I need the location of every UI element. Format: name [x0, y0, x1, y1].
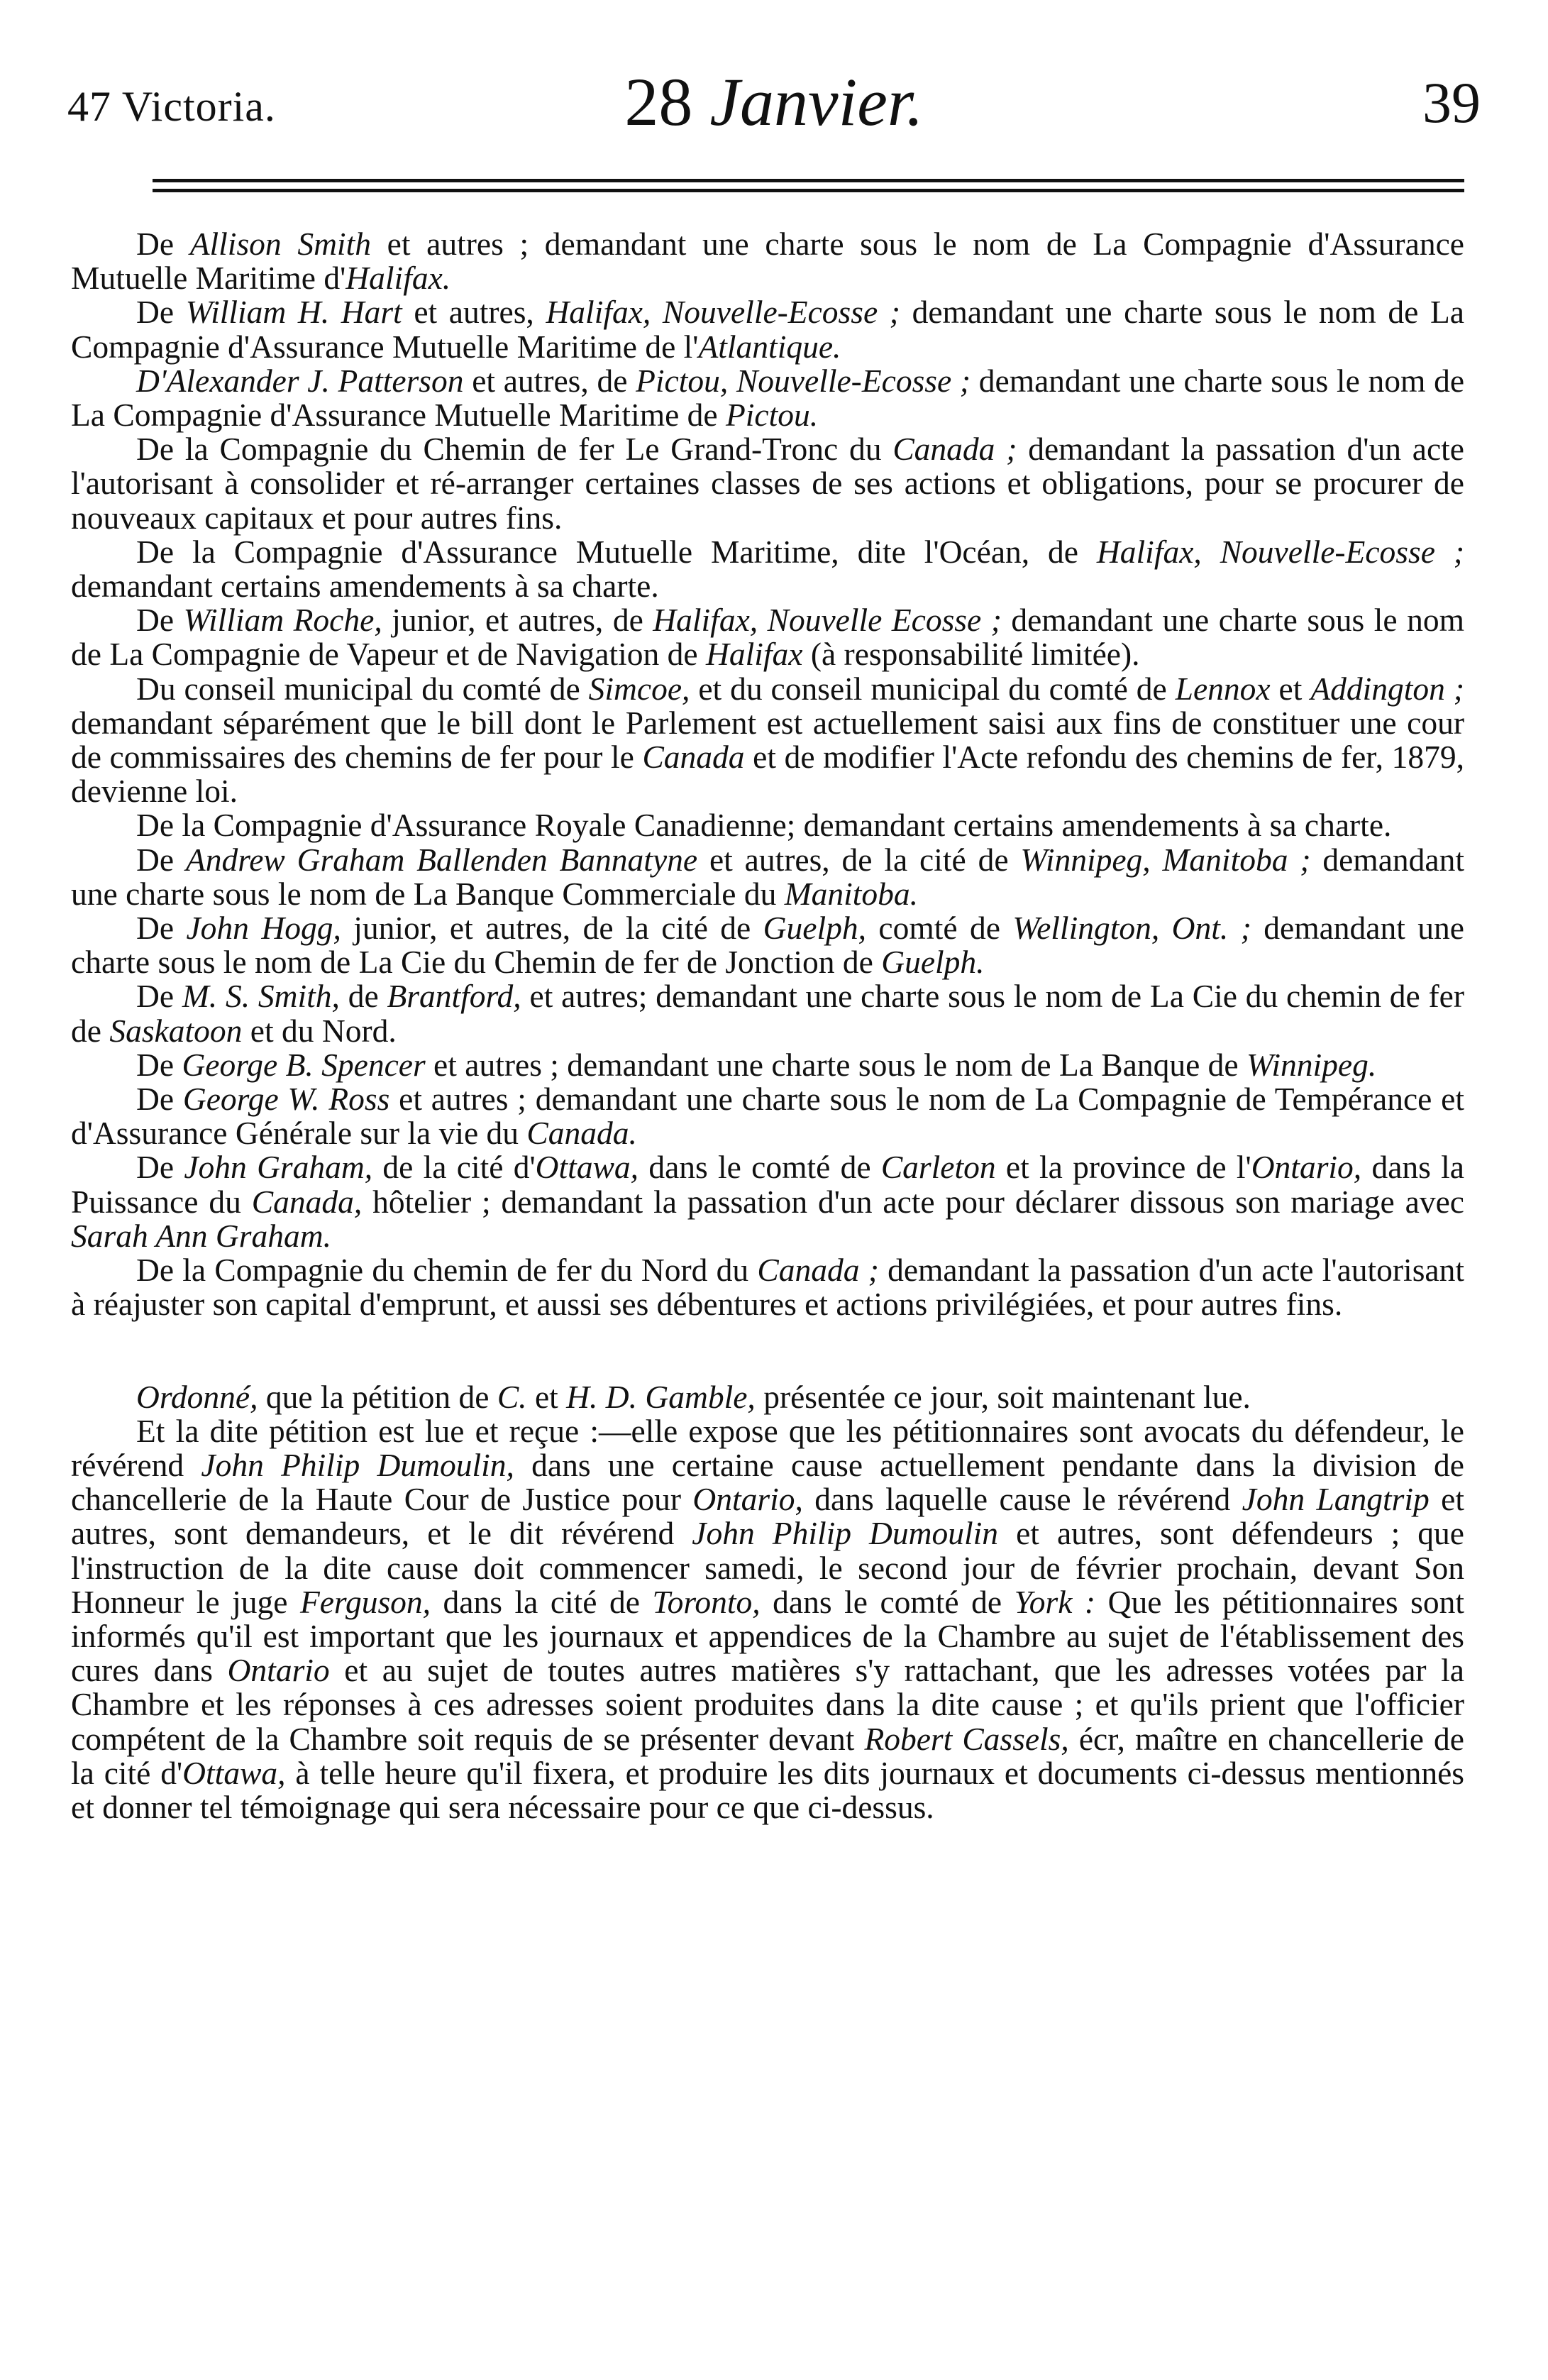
text-run: demandant certains amendements à sa charte.: [71, 568, 659, 605]
paragraph: [71, 843, 1464, 911]
text-run: (à responsabilité limitée).: [802, 636, 1140, 673]
paragraph: [71, 911, 1464, 979]
paragraph: [71, 1414, 1464, 1824]
italic-text: George B. Spencer: [182, 1046, 426, 1083]
text-run: dans une certaine cause actuellement pendante dans la division de chancellerie de la Haute Cour de Justice pour: [71, 1446, 1465, 1518]
italic-text: Atlantique.: [698, 328, 841, 365]
paragraph: [71, 979, 1464, 1047]
text-run: et autres ; demandant une charte sous le nom de La Compagnie d'Assurance Mutuelle Maritime d': [71, 226, 1464, 297]
italic-text: William H. Hart: [185, 294, 402, 331]
text-run: comté de: [866, 910, 1013, 947]
italic-text: John Graham,: [184, 1149, 373, 1186]
italic-text: Toronto,: [652, 1583, 761, 1620]
italic-text: Ferguson,: [299, 1583, 431, 1620]
italic-text: Halifax, Nouvelle-Ecosse ;: [546, 294, 900, 331]
text-run: et autres ; demandant une charte sous le nom de La Banque de: [425, 1046, 1246, 1083]
italic-text: George W. Ross: [182, 1081, 390, 1118]
text-run: De la Compagnie d'Assurance Royale Canadienne; demandant certains amendements à sa charte.: [136, 807, 1392, 844]
text-run: De: [136, 978, 182, 1015]
text-run: dans laquelle cause le révérend: [802, 1481, 1242, 1518]
text-run: et autres; demandant une charte sous le nom de La Cie du chemin de fer de: [71, 978, 1465, 1049]
italic-text: Ontario: [227, 1652, 330, 1689]
italic-text: Saskatoon: [109, 1012, 243, 1049]
paragraph: [71, 1380, 1464, 1414]
italic-text: Winnipeg, Manitoba ;: [1020, 841, 1311, 878]
italic-text: Allison Smith: [189, 226, 371, 262]
italic-text: Halifax, Nouvelle Ecosse ;: [653, 602, 1002, 639]
text-run: demandant une charte sous le nom de La Compagnie de Vapeur et de Navigation de: [71, 602, 1464, 673]
session-label: 47 Victoria.: [67, 83, 276, 130]
text-run: et: [1270, 670, 1311, 707]
text-run: que la pétition de: [258, 1378, 497, 1415]
text-run: De: [136, 602, 184, 639]
italic-text: Halifax.: [345, 260, 451, 297]
text-run: à telle heure qu'il fixera, et produire les dits journaux et documents ci-dessus mentionnés et donner tel témoignage qui sera nécessaire pour ce que ci-dessus.: [71, 1754, 1464, 1825]
page-header: [67, 62, 1481, 141]
text-run: demandant une charte sous le nom de La Compagnie d'Assurance Mutuelle Maritime de l': [71, 294, 1464, 365]
text-run: dans le comté de: [638, 1149, 881, 1186]
paragraph: [71, 364, 1464, 432]
italic-text: Robert Cassels,: [864, 1720, 1069, 1757]
text-run: et autres ; demandant une charte sous le nom de La Compagnie de Tempérance et d'Assurance Générale sur la vie du: [71, 1081, 1465, 1152]
italic-text: Guelph,: [763, 910, 866, 947]
text-run: De: [136, 841, 186, 878]
italic-text: Winnipeg.: [1246, 1046, 1377, 1083]
paragraph: [71, 1048, 1464, 1082]
text-run: De la Compagnie du Chemin de fer Le Grand-Tronc du: [136, 431, 893, 468]
text-run: De: [136, 1149, 184, 1186]
header-rule-top: [153, 179, 1464, 182]
paragraph: [71, 1253, 1464, 1321]
text-run: De la Compagnie du chemin de fer du Nord du: [136, 1252, 758, 1289]
text-run: De la Compagnie d'Assurance Mutuelle Maritime, dite l'Océan, de: [136, 533, 1097, 570]
text-run: Et la dite pétition est lue et reçue :—elle expose que les pétitionnaires sont avocats du défendeur, le révérend: [71, 1412, 1464, 1483]
italic-text: Wellington, Ont. ;: [1012, 910, 1251, 947]
italic-text: M. S. Smith,: [182, 978, 340, 1015]
text-run: Que les pétitionnaires sont informés qu'il est important que les journaux et appendices de la Chambre au sujet de l'établissement des cures dans: [71, 1583, 1464, 1689]
text-run: et de modifier l'Acte refondu des chemins de fer, 1879, devienne loi.: [71, 739, 1464, 810]
text-run: de: [339, 978, 387, 1015]
text-run: et du Nord.: [242, 1012, 397, 1049]
italic-text: Canada,: [251, 1183, 363, 1220]
italic-text: Pictou.: [726, 397, 819, 434]
italic-text: H. D. Gamble,: [566, 1378, 756, 1415]
text-run: et autres, de: [463, 362, 636, 399]
italic-text: Sarah Ann Graham.: [71, 1217, 331, 1254]
paragraph: [71, 535, 1464, 603]
text-run: junior, et autres, de: [382, 602, 653, 639]
text-run: et autres,: [402, 294, 546, 331]
text-run: de la cité d': [372, 1149, 536, 1186]
italic-text: Halifax, Nouvelle-Ecosse ;: [1096, 533, 1464, 570]
text-run: et au sujet de toutes autres matières s'y rattachant, que les adresses votées par la Chambre et les réponses à ces adresses soient produites dans la dite cause ; et qu'ils prient que l'officier compétent de la Chambre soit requis de se présenter devant: [71, 1652, 1464, 1757]
text-run: De: [136, 910, 187, 947]
text-run: junior, et autres, de la cité de: [341, 910, 763, 947]
italic-text: Ottawa,: [535, 1149, 639, 1186]
italic-text: Guelph.: [881, 944, 985, 981]
date-number: 28: [624, 64, 693, 140]
italic-text: Andrew Graham Ballenden Bannatyne: [185, 841, 698, 878]
text-run: écr, maître en chancellerie de la cité d': [71, 1720, 1464, 1791]
italic-text: C.: [497, 1378, 527, 1415]
italic-text: John Hogg,: [186, 910, 341, 947]
italic-text: John Philip Dumoulin: [692, 1515, 999, 1552]
text-run: demandant une charte sous le nom de La Compagnie d'Assurance Mutuelle Maritime de: [71, 362, 1465, 434]
italic-text: D'Alexander J. Patterson: [136, 362, 464, 399]
paragraph: [71, 1082, 1464, 1150]
paragraph: [71, 603, 1464, 671]
text-run: Du conseil municipal du comté de: [136, 670, 589, 707]
text-run: et la province de l': [995, 1149, 1251, 1186]
italic-text: Halifax: [705, 636, 803, 673]
text-run: et du conseil municipal du comté de: [690, 670, 1176, 707]
italic-text: Ontario,: [692, 1481, 803, 1518]
italic-text: Lennox: [1175, 670, 1271, 707]
paragraph: [71, 227, 1464, 295]
italic-text: Brantford,: [387, 978, 521, 1015]
italic-text: William Roche,: [183, 602, 382, 639]
paragraph: [71, 1150, 1464, 1253]
page-date: [67, 62, 1481, 141]
italic-text: Manitoba.: [784, 875, 919, 912]
text-run: dans la Puissance du: [71, 1149, 1464, 1220]
text-run: demandant la passation d'un acte l'autorisant à réajuster son capital d'emprunt, et aussi ses débentures et actions privilégiées, et pour autres fins.: [71, 1252, 1464, 1323]
header-rule-bottom: [153, 189, 1464, 192]
paragraph: [71, 672, 1464, 809]
italic-text: John Philip Dumoulin,: [201, 1446, 514, 1483]
italic-text: Simcoe,: [588, 670, 690, 707]
date-month: Janvier.: [709, 64, 924, 140]
text-run: demandant séparément que le bill dont le Parlement est actuellement saisi aux fins de constituer une cour de commissaires des chemins de fer pour le: [71, 704, 1464, 776]
italic-text: York :: [1014, 1583, 1096, 1620]
italic-text: Pictou, Nouvelle-Ecosse ;: [636, 362, 971, 399]
text-run: De: [136, 1046, 182, 1083]
italic-text: John Langtrip: [1242, 1481, 1430, 1518]
text-run: et autres, sont défendeurs ; que l'instruction de la dite cause doit commencer samedi, le second jour de février prochain, devant Son Honneur le juge: [71, 1515, 1464, 1620]
text-run: demandant la passation d'un acte l'autorisant à consolider et ré-arranger certaines classes de ses actions et obligations, pour se procurer de nouveaux capitaux et pour autres fins.: [71, 431, 1464, 536]
italic-text: Addington ;: [1310, 670, 1464, 707]
italic-text: Canada: [642, 739, 745, 776]
italic-text: Ontario,: [1251, 1149, 1362, 1186]
text-run: De: [136, 1081, 183, 1118]
text-run: dans la cité de: [431, 1583, 653, 1620]
text-run: présentée ce jour, soit maintenant lue.: [755, 1378, 1251, 1415]
text-run: et: [526, 1378, 567, 1415]
text-run: et autres, sont demandeurs, et le dit révérend: [71, 1481, 1464, 1552]
text-run: demandant une charte sous le nom de La Banque Commerciale du: [71, 841, 1464, 912]
paragraph: [71, 808, 1464, 842]
italic-text: Ordonné,: [136, 1378, 258, 1415]
text-run: dans le comté de: [760, 1583, 1015, 1620]
page-number: 39: [1422, 70, 1481, 135]
italic-text: Canada ;: [757, 1252, 879, 1289]
italic-text: Canada.: [526, 1115, 637, 1152]
text-run: et autres, de la cité de: [697, 841, 1021, 878]
text-run: demandant une charte sous le nom de La Cie du Chemin de fer de Jonction de: [71, 910, 1465, 981]
page-body-text: [71, 227, 1464, 1824]
italic-text: Carleton: [880, 1149, 996, 1186]
italic-text: Canada ;: [892, 431, 1017, 468]
text-run: hôtelier ; demandant la passation d'un acte pour déclarer dissous son mariage avec: [362, 1183, 1464, 1220]
text-run: De: [136, 294, 186, 331]
text-run: De: [136, 226, 190, 262]
paragraph: [71, 295, 1464, 363]
paragraph: [71, 432, 1464, 535]
italic-text: Ottawa,: [182, 1754, 286, 1791]
